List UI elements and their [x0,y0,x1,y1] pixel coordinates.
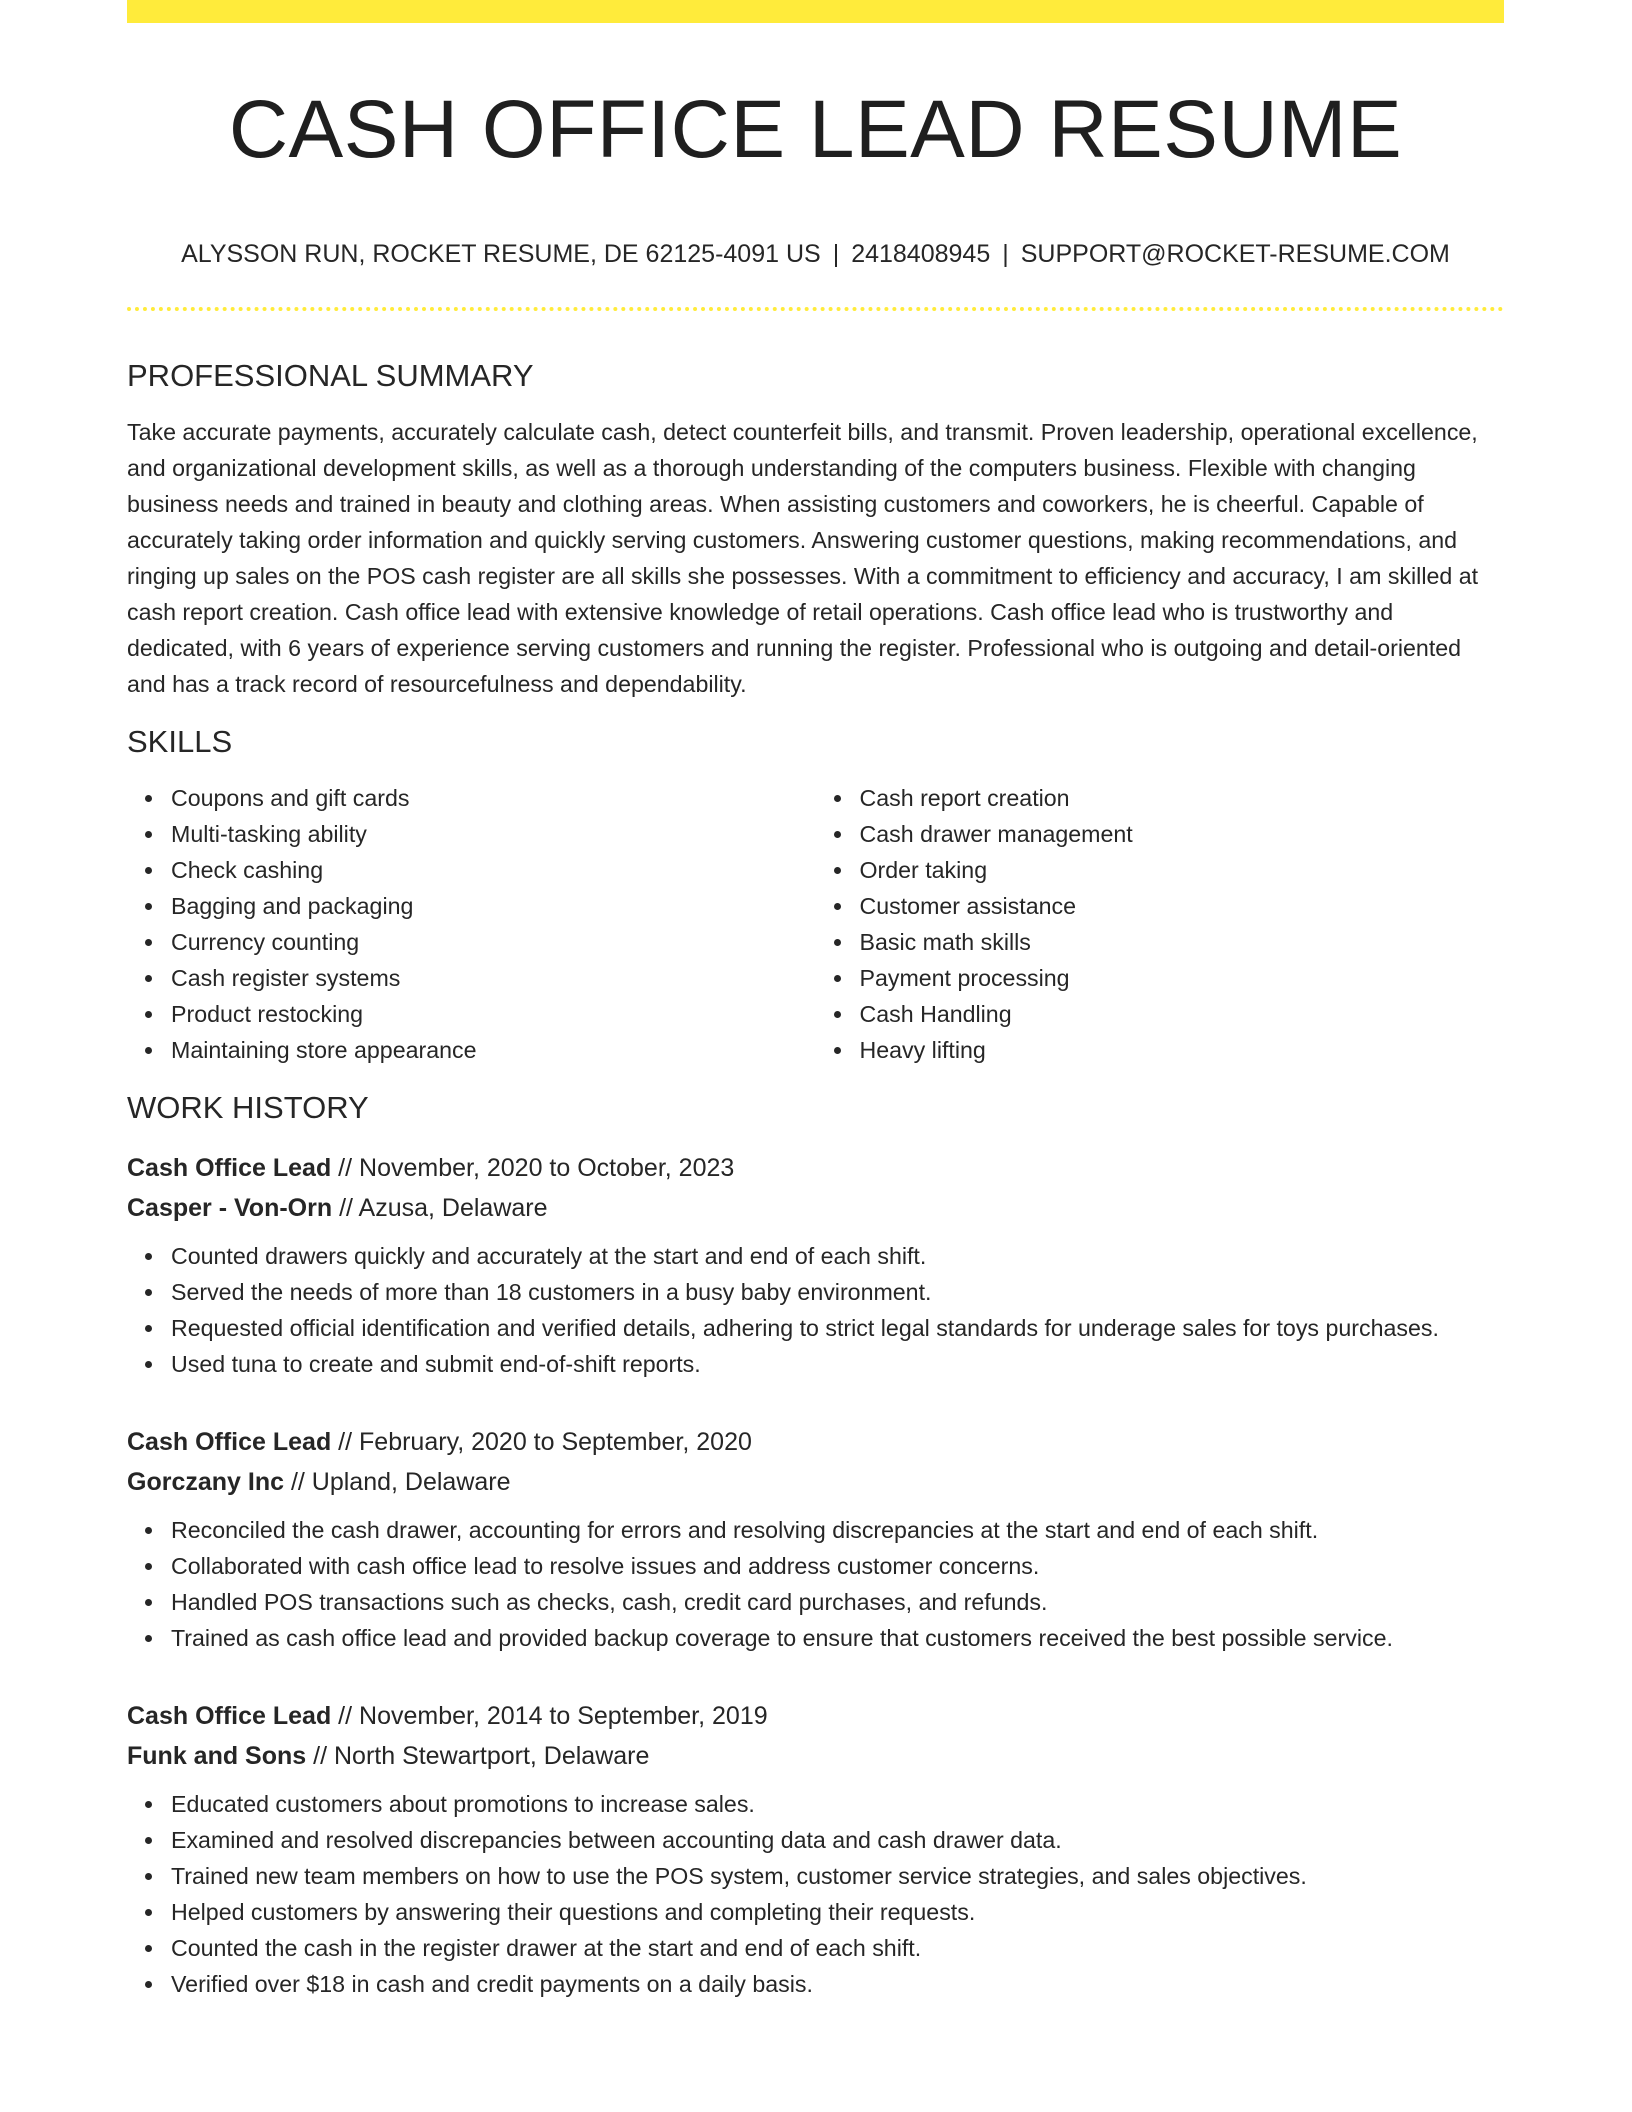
work-history-list [127,1148,1504,2002]
job-separator: // [331,1702,360,1730]
job-title-line [127,1422,1504,1462]
skill-item: Multi-tasking ability [171,816,816,852]
skill-item: Currency counting [171,924,816,960]
job-dates: February, 2020 to September, 2020 [359,1428,752,1456]
job-company-line [127,1188,1504,1228]
skill-item: Maintaining store appearance [171,1032,816,1068]
page-title: CASH OFFICE LEAD RESUME [228,84,1403,175]
job-bullet: Collaborated with cash office lead to resolve issues and address customer concerns. [171,1548,1504,1584]
job-dates: November, 2014 to September, 2019 [359,1702,768,1730]
job-bullet: Educated customers about promotions to increase sales. [171,1786,1504,1822]
contact-address: ALYSSON RUN, ROCKET RESUME, DE 62125-4091 US [181,240,821,268]
job-company-line [127,1462,1504,1502]
job-separator: // [332,1194,359,1222]
job-bullet: Trained as cash office lead and provided backup coverage to ensure that customers received the best possible service. [171,1620,1504,1656]
summary-heading: PROFESSIONAL SUMMARY [127,358,534,393]
skill-item: Customer assistance [860,888,1505,924]
skills-column-right [816,780,1505,1068]
contact-email: SUPPORT@ROCKET-RESUME.COM [1020,240,1450,268]
summary-text: Take accurate payments, accurately calculate cash, detect counterfeit bills, and transmit. Proven leadership, operational excellence, and organizational development skills, as well as a thorough understanding of the computers business. Flexible with changing business needs and trained in beauty and clothing areas. When assisting customers and coworkers, he is cheerful. Capable of accurately taking order information and quickly serving customers. Answering customer questions, making recommendations, and ringing up sales on the POS cash register are all skills she possesses. With a commitment to efficiency and accuracy, I am skilled at cash report creation. Cash office lead with extensive knowledge of retail operations. Cash office lead who is trustworthy and dedicated, with 6 years of experience serving customers and running the register. Professional who is outgoing and detail-oriented and has a track record of resourcefulness and dependability. [127,419,1479,697]
contact-line [127,236,1504,272]
job-separator: // [331,1154,360,1182]
skills-heading: SKILLS [127,724,233,759]
job-title-line [127,1696,1504,1736]
skill-item: Check cashing [171,852,816,888]
job-entry [127,1696,1504,2002]
job-company: Casper - Von-Orn [127,1194,333,1222]
top-accent-bar [127,0,1504,23]
job-bullets [127,1786,1504,2002]
job-company: Funk and Sons [127,1742,307,1770]
job-bullet: Handled POS transactions such as checks, cash, credit card purchases, and refunds. [171,1584,1504,1620]
skills-column-left [127,780,816,1068]
skill-item: Bagging and packaging [171,888,816,924]
job-company: Gorczany Inc [127,1468,284,1496]
job-title-line [127,1148,1504,1188]
job-bullet: Reconciled the cash drawer, accounting for errors and resolving discrepancies at the start and end of each shift. [171,1512,1504,1548]
skill-item: Cash report creation [860,780,1505,816]
job-dates: November, 2020 to October, 2023 [359,1154,735,1182]
job-bullet: Counted drawers quickly and accurately at the start and end of each shift. [171,1238,1504,1274]
work-history-heading: WORK HISTORY [127,1090,369,1125]
job-bullet: Served the needs of more than 18 customers in a busy baby environment. [171,1274,1504,1310]
job-bullet: Used tuna to create and submit end-of-shift reports. [171,1346,1504,1382]
job-entry [127,1422,1504,1656]
skill-item: Product restocking [171,996,816,1032]
job-separator: // [331,1428,360,1456]
skill-item: Heavy lifting [860,1032,1505,1068]
job-location: North Stewartport, Delaware [333,1742,650,1770]
job-location: Azusa, Delaware [358,1194,548,1222]
skill-item: Payment processing [860,960,1505,996]
skill-item: Cash Handling [860,996,1505,1032]
job-separator: // [306,1742,334,1770]
skill-item: Cash drawer management [860,816,1505,852]
skill-item: Cash register systems [171,960,816,996]
resume-content [127,350,1504,2002]
job-bullet: Requested official identification and verified details, adhering to strict legal standards for underage sales for toys purchases. [171,1310,1504,1346]
job-bullet: Helped customers by answering their questions and completing their requests. [171,1894,1504,1930]
dotted-divider [127,307,1504,311]
job-entry [127,1148,1504,1382]
skill-item: Coupons and gift cards [171,780,816,816]
job-location: Upland, Delaware [311,1468,511,1496]
job-bullets [127,1238,1504,1382]
skill-item: Basic math skills [860,924,1505,960]
job-bullet: Trained new team members on how to use the POS system, customer service strategies, and sales objectives. [171,1858,1504,1894]
job-bullets [127,1512,1504,1656]
skills-list [127,780,1504,1068]
contact-separator: | [832,240,840,268]
job-title: Cash Office Lead [127,1702,332,1730]
job-bullet: Counted the cash in the register drawer at the start and end of each shift. [171,1930,1504,1966]
contact-separator: | [1002,240,1009,268]
contact-phone: 2418408945 [851,240,991,268]
job-title: Cash Office Lead [127,1428,332,1456]
job-bullet: Examined and resolved discrepancies between accounting data and cash drawer data. [171,1822,1504,1858]
job-title: Cash Office Lead [127,1154,332,1182]
skill-item: Order taking [860,852,1505,888]
job-bullet: Verified over $18 in cash and credit payments on a daily basis. [171,1966,1504,2002]
job-separator: // [284,1468,312,1496]
job-company-line [127,1736,1504,1776]
